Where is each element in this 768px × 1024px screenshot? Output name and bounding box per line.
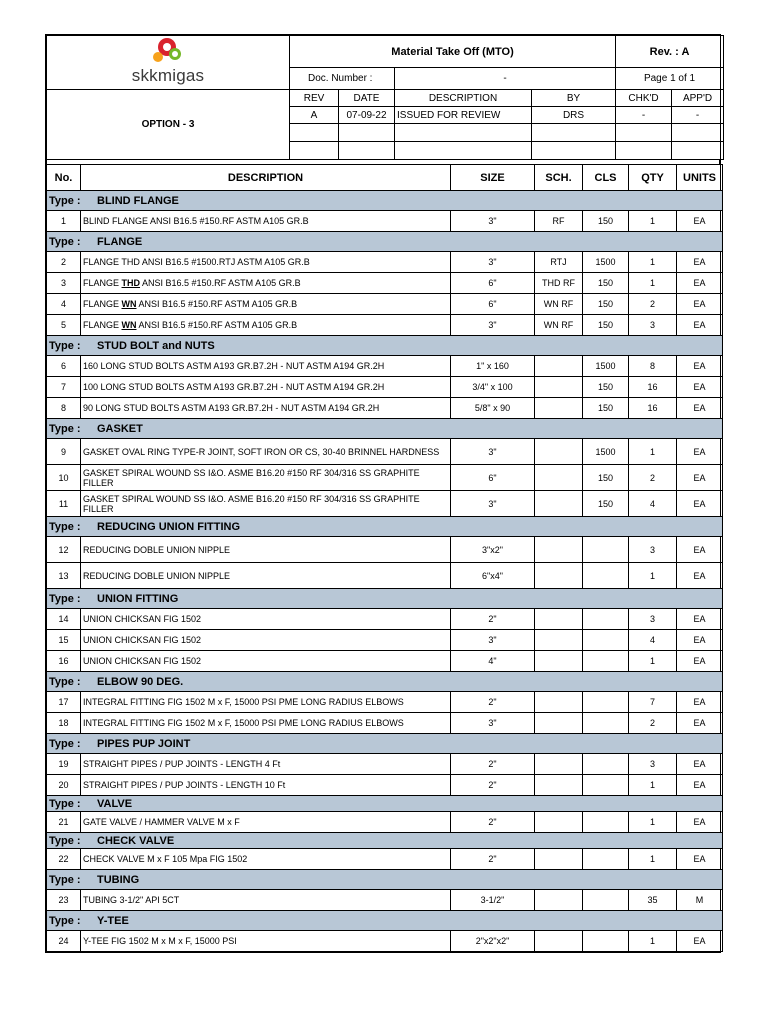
item-number: 16 bbox=[47, 651, 81, 672]
item-quantity: 16 bbox=[629, 377, 677, 398]
rev-cell bbox=[290, 124, 339, 142]
item-units: EA bbox=[677, 812, 723, 833]
item-number: 10 bbox=[47, 465, 81, 491]
logo-text: skkmigas bbox=[131, 66, 205, 85]
type-label: Type : bbox=[49, 520, 81, 533]
desc-part: ANSI B16.5 #150.RF ASTM A105 GR.B bbox=[140, 278, 301, 288]
revision-label: Rev. : A bbox=[616, 36, 724, 68]
item-number: 5 bbox=[47, 315, 81, 336]
rev-col-rev: REV bbox=[290, 90, 339, 107]
table-row bbox=[47, 537, 723, 563]
item-units: EA bbox=[677, 356, 723, 377]
item-size: 6" bbox=[451, 294, 535, 315]
type-name: UNION FITTING bbox=[97, 592, 179, 605]
item-units: EA bbox=[677, 537, 723, 563]
rev-col-chkd: CHK'D bbox=[616, 90, 672, 107]
item-size: 3" bbox=[451, 630, 535, 651]
item-units: EA bbox=[677, 931, 723, 952]
logo-green-ring-icon bbox=[169, 48, 181, 60]
item-description: INTEGRAL FITTING FIG 1502 M x F, 15000 PSI PME LONG RADIUS ELBOWS bbox=[81, 692, 451, 713]
item-quantity: 2 bbox=[629, 713, 677, 734]
rev-cell bbox=[395, 124, 532, 142]
item-description: GATE VALVE / HAMMER VALVE M x F bbox=[81, 812, 451, 833]
item-class: 150 bbox=[583, 377, 629, 398]
item-quantity: 1 bbox=[629, 931, 677, 952]
item-description bbox=[81, 273, 451, 294]
item-class: 1500 bbox=[583, 252, 629, 273]
items-table bbox=[46, 164, 723, 952]
item-schedule bbox=[535, 609, 583, 630]
item-quantity: 7 bbox=[629, 692, 677, 713]
item-quantity: 1 bbox=[629, 439, 677, 465]
item-description: STRAIGHT PIPES / PUP JOINTS - LENGTH 10 Ft bbox=[81, 775, 451, 796]
type-name: BLIND FLANGE bbox=[97, 194, 179, 207]
type-name: VALVE bbox=[97, 797, 133, 810]
item-schedule bbox=[535, 754, 583, 775]
col-header-qty: QTY bbox=[629, 165, 677, 191]
item-schedule bbox=[535, 398, 583, 419]
item-size: 1" x 160 bbox=[451, 356, 535, 377]
rev-cell bbox=[672, 124, 724, 142]
type-group-row bbox=[47, 672, 723, 692]
item-units: EA bbox=[677, 273, 723, 294]
item-size: 2"x2"x2" bbox=[451, 931, 535, 952]
doc-number-label: Doc. Number : bbox=[290, 68, 395, 90]
rev-cell bbox=[532, 124, 616, 142]
item-class bbox=[583, 609, 629, 630]
item-number: 17 bbox=[47, 692, 81, 713]
page-number: Page 1 of 1 bbox=[616, 68, 724, 90]
item-quantity: 4 bbox=[629, 630, 677, 651]
item-size: 3-1/2" bbox=[451, 890, 535, 911]
item-units: EA bbox=[677, 713, 723, 734]
desc-part: ANSI B16.5 #150.RF ASTM A105 GR.B bbox=[136, 299, 298, 309]
item-description: CHECK VALVE M x F 105 Mpa FIG 1502 bbox=[81, 849, 451, 870]
table-row bbox=[47, 651, 723, 672]
table-row bbox=[47, 491, 723, 517]
item-schedule bbox=[535, 931, 583, 952]
type-group-cell bbox=[47, 734, 723, 754]
item-quantity: 2 bbox=[629, 294, 677, 315]
item-size: 3"x2" bbox=[451, 537, 535, 563]
item-schedule bbox=[535, 630, 583, 651]
item-schedule bbox=[535, 812, 583, 833]
item-schedule bbox=[535, 890, 583, 911]
col-header-cls: CLS bbox=[583, 165, 629, 191]
item-quantity: 3 bbox=[629, 537, 677, 563]
rev-cell: ISSUED FOR REVIEW bbox=[395, 107, 532, 124]
item-number: 13 bbox=[47, 563, 81, 589]
item-description: GASKET OVAL RING TYPE-R JOINT, SOFT IRON OR CS, 30-40 BRINNEL HARDNESS bbox=[81, 439, 451, 465]
rev-col-date: DATE bbox=[339, 90, 395, 107]
item-number: 3 bbox=[47, 273, 81, 294]
type-label: Type : bbox=[49, 235, 81, 248]
col-header-description: DESCRIPTION bbox=[81, 165, 451, 191]
desc-part: FLANGE bbox=[83, 299, 122, 309]
table-row bbox=[47, 931, 723, 952]
item-number: 15 bbox=[47, 630, 81, 651]
item-description: UNION CHICKSAN FIG 1502 bbox=[81, 651, 451, 672]
item-number: 21 bbox=[47, 812, 81, 833]
item-class bbox=[583, 890, 629, 911]
col-header-sch: SCH. bbox=[535, 165, 583, 191]
desc-part: FLANGE bbox=[83, 320, 122, 330]
type-label: Type : bbox=[49, 797, 81, 810]
item-units: EA bbox=[677, 754, 723, 775]
desc-underlined: WN bbox=[121, 320, 137, 330]
item-description: 160 LONG STUD BOLTS ASTM A193 GR.B7.2H - NUT ASTM A194 GR.2H bbox=[81, 356, 451, 377]
type-group-row bbox=[47, 734, 723, 754]
item-class bbox=[583, 754, 629, 775]
item-class: 150 bbox=[583, 273, 629, 294]
item-size: 2" bbox=[451, 609, 535, 630]
item-size: 4" bbox=[451, 651, 535, 672]
item-number: 8 bbox=[47, 398, 81, 419]
type-group-cell bbox=[47, 911, 723, 931]
skkmigas-logo bbox=[108, 36, 228, 86]
desc-underlined: WN bbox=[121, 299, 137, 309]
item-class bbox=[583, 849, 629, 870]
item-description: GASKET SPIRAL WOUND SS I&O. ASME B16.20 #150 RF 304/316 SS GRAPHITE FILLER bbox=[81, 465, 451, 491]
desc-part: FLANGE bbox=[83, 278, 122, 288]
item-size: 2" bbox=[451, 849, 535, 870]
item-number: 11 bbox=[47, 491, 81, 517]
item-schedule bbox=[535, 537, 583, 563]
table-row bbox=[47, 563, 723, 589]
type-group-cell bbox=[47, 870, 723, 890]
type-label: Type : bbox=[49, 675, 81, 688]
type-group-cell bbox=[47, 517, 723, 537]
type-group-row bbox=[47, 191, 723, 211]
item-units: EA bbox=[677, 315, 723, 336]
item-units: EA bbox=[677, 651, 723, 672]
item-quantity: 3 bbox=[629, 315, 677, 336]
item-units: EA bbox=[677, 294, 723, 315]
document-title: Material Take Off (MTO) bbox=[290, 36, 616, 68]
item-schedule bbox=[535, 491, 583, 517]
item-quantity: 1 bbox=[629, 775, 677, 796]
item-class: 150 bbox=[583, 398, 629, 419]
item-class: 150 bbox=[583, 315, 629, 336]
rev-cell bbox=[290, 142, 339, 160]
item-number: 24 bbox=[47, 931, 81, 952]
item-schedule: WN RF bbox=[535, 294, 583, 315]
rev-cell bbox=[532, 142, 616, 160]
type-group-row bbox=[47, 796, 723, 812]
item-description: 100 LONG STUD BOLTS ASTM A193 GR.B7.2H - NUT ASTM A194 GR.2H bbox=[81, 377, 451, 398]
item-description: GASKET SPIRAL WOUND SS I&O. ASME B16.20 #150 RF 304/316 SS GRAPHITE FILLER bbox=[81, 491, 451, 517]
rev-cell bbox=[395, 142, 532, 160]
item-quantity: 1 bbox=[629, 812, 677, 833]
item-quantity: 1 bbox=[629, 563, 677, 589]
type-label: Type : bbox=[49, 339, 81, 352]
item-size: 6" bbox=[451, 465, 535, 491]
type-label: Type : bbox=[49, 737, 81, 750]
table-row bbox=[47, 812, 723, 833]
rev-cell bbox=[616, 124, 672, 142]
item-class bbox=[583, 692, 629, 713]
items-body bbox=[47, 165, 723, 952]
item-size: 3" bbox=[451, 439, 535, 465]
item-units: M bbox=[677, 890, 723, 911]
item-number: 23 bbox=[47, 890, 81, 911]
item-schedule: THD RF bbox=[535, 273, 583, 294]
item-schedule bbox=[535, 563, 583, 589]
table-row bbox=[47, 609, 723, 630]
item-number: 22 bbox=[47, 849, 81, 870]
item-class: 150 bbox=[583, 491, 629, 517]
table-row bbox=[47, 775, 723, 796]
item-description: FLANGE THD ANSI B16.5 #1500.RTJ ASTM A105 GR.B bbox=[81, 252, 451, 273]
type-label: Type : bbox=[49, 834, 81, 847]
type-name: FLANGE bbox=[97, 235, 143, 248]
item-schedule bbox=[535, 651, 583, 672]
col-header-no: No. bbox=[47, 165, 81, 191]
col-header-size: SIZE bbox=[451, 165, 535, 191]
rev-col-description: DESCRIPTION bbox=[395, 90, 532, 107]
column-header-row bbox=[47, 165, 723, 191]
item-schedule bbox=[535, 692, 583, 713]
type-name: STUD BOLT and NUTS bbox=[97, 339, 215, 352]
item-quantity: 1 bbox=[629, 651, 677, 672]
item-description: REDUCING DOBLE UNION NIPPLE bbox=[81, 537, 451, 563]
type-group-cell bbox=[47, 191, 723, 211]
item-units: EA bbox=[677, 439, 723, 465]
item-size: 3" bbox=[451, 315, 535, 336]
item-size: 3/4" x 100 bbox=[451, 377, 535, 398]
item-size: 3" bbox=[451, 211, 535, 232]
type-label: Type : bbox=[49, 873, 81, 886]
header-block bbox=[46, 35, 724, 160]
item-description: TUBING 3-1/2" API 5CT bbox=[81, 890, 451, 911]
item-quantity: 1 bbox=[629, 252, 677, 273]
table-row bbox=[47, 315, 723, 336]
item-size: 3" bbox=[451, 491, 535, 517]
item-units: EA bbox=[677, 630, 723, 651]
type-label: Type : bbox=[49, 194, 81, 207]
type-group-row bbox=[47, 833, 723, 849]
item-quantity: 35 bbox=[629, 890, 677, 911]
rev-cell bbox=[339, 142, 395, 160]
type-label: Type : bbox=[49, 592, 81, 605]
rev-cell bbox=[616, 142, 672, 160]
item-units: EA bbox=[677, 775, 723, 796]
type-group-row bbox=[47, 870, 723, 890]
item-units: EA bbox=[677, 211, 723, 232]
type-label: Type : bbox=[49, 422, 81, 435]
table-row bbox=[47, 754, 723, 775]
item-class: 1500 bbox=[583, 439, 629, 465]
item-class bbox=[583, 812, 629, 833]
item-units: EA bbox=[677, 609, 723, 630]
item-schedule bbox=[535, 356, 583, 377]
item-schedule bbox=[535, 775, 583, 796]
table-row bbox=[47, 692, 723, 713]
type-label: Type : bbox=[49, 914, 81, 927]
logo-cell bbox=[47, 36, 290, 90]
type-group-row bbox=[47, 589, 723, 609]
item-quantity: 8 bbox=[629, 356, 677, 377]
item-number: 7 bbox=[47, 377, 81, 398]
item-schedule bbox=[535, 439, 583, 465]
item-number: 6 bbox=[47, 356, 81, 377]
item-schedule bbox=[535, 377, 583, 398]
item-class bbox=[583, 775, 629, 796]
type-group-row bbox=[47, 419, 723, 439]
type-name: CHECK VALVE bbox=[97, 834, 175, 847]
type-name: Y-TEE bbox=[97, 914, 129, 927]
item-quantity: 2 bbox=[629, 465, 677, 491]
item-schedule bbox=[535, 849, 583, 870]
item-class bbox=[583, 713, 629, 734]
item-quantity: 4 bbox=[629, 491, 677, 517]
type-group-cell bbox=[47, 336, 723, 356]
rev-cell: 07-09-22 bbox=[339, 107, 395, 124]
item-units: EA bbox=[677, 465, 723, 491]
type-name: PIPES PUP JOINT bbox=[97, 737, 191, 750]
desc-underlined: THD bbox=[121, 278, 141, 288]
rev-col-appd: APP'D bbox=[672, 90, 724, 107]
item-size: 2" bbox=[451, 754, 535, 775]
item-number: 20 bbox=[47, 775, 81, 796]
type-group-cell bbox=[47, 589, 723, 609]
item-size: 2" bbox=[451, 812, 535, 833]
item-size: 5/8" x 90 bbox=[451, 398, 535, 419]
item-quantity: 1 bbox=[629, 273, 677, 294]
table-row bbox=[47, 439, 723, 465]
item-description: INTEGRAL FITTING FIG 1502 M x F, 15000 PSI PME LONG RADIUS ELBOWS bbox=[81, 713, 451, 734]
item-number: 19 bbox=[47, 754, 81, 775]
item-class: 150 bbox=[583, 211, 629, 232]
logo-orange-dot-icon bbox=[153, 52, 163, 62]
item-units: EA bbox=[677, 252, 723, 273]
type-name: REDUCING UNION FITTING bbox=[97, 520, 240, 533]
item-description: REDUCING DOBLE UNION NIPPLE bbox=[81, 563, 451, 589]
type-group-row bbox=[47, 517, 723, 537]
item-units: EA bbox=[677, 491, 723, 517]
item-units: EA bbox=[677, 849, 723, 870]
table-row bbox=[47, 356, 723, 377]
item-units: EA bbox=[677, 398, 723, 419]
item-class: 150 bbox=[583, 465, 629, 491]
table-row bbox=[47, 713, 723, 734]
type-group-row bbox=[47, 911, 723, 931]
item-number: 4 bbox=[47, 294, 81, 315]
rev-cell: - bbox=[672, 107, 724, 124]
item-number: 1 bbox=[47, 211, 81, 232]
item-number: 12 bbox=[47, 537, 81, 563]
type-name: TUBING bbox=[97, 873, 140, 886]
item-quantity: 1 bbox=[629, 211, 677, 232]
item-class bbox=[583, 630, 629, 651]
col-header-units: UNITS bbox=[677, 165, 723, 191]
type-group-cell bbox=[47, 672, 723, 692]
rev-cell: - bbox=[616, 107, 672, 124]
table-row bbox=[47, 465, 723, 491]
item-number: 14 bbox=[47, 609, 81, 630]
item-class bbox=[583, 537, 629, 563]
rev-col-by: BY bbox=[532, 90, 616, 107]
table-row bbox=[47, 252, 723, 273]
item-schedule: RF bbox=[535, 211, 583, 232]
rev-cell: A bbox=[290, 107, 339, 124]
item-quantity: 16 bbox=[629, 398, 677, 419]
table-row bbox=[47, 890, 723, 911]
item-size: 6" bbox=[451, 273, 535, 294]
item-description bbox=[81, 294, 451, 315]
type-group-row bbox=[47, 232, 723, 252]
type-group-row bbox=[47, 336, 723, 356]
item-units: EA bbox=[677, 377, 723, 398]
type-group-cell bbox=[47, 796, 723, 812]
item-size: 2" bbox=[451, 775, 535, 796]
table-row bbox=[47, 630, 723, 651]
item-description: 90 LONG STUD BOLTS ASTM A193 GR.B7.2H - NUT ASTM A194 GR.2H bbox=[81, 398, 451, 419]
item-class: 150 bbox=[583, 294, 629, 315]
rev-cell bbox=[339, 124, 395, 142]
item-class bbox=[583, 563, 629, 589]
item-units: EA bbox=[677, 563, 723, 589]
item-class: 1500 bbox=[583, 356, 629, 377]
item-quantity: 3 bbox=[629, 609, 677, 630]
table-row bbox=[47, 294, 723, 315]
item-class bbox=[583, 651, 629, 672]
item-description: BLIND FLANGE ANSI B16.5 #150.RF ASTM A105 GR.B bbox=[81, 211, 451, 232]
item-quantity: 1 bbox=[629, 849, 677, 870]
item-schedule: RTJ bbox=[535, 252, 583, 273]
item-number: 9 bbox=[47, 439, 81, 465]
desc-part: ANSI B16.5 #150.RF ASTM A105 GR.B bbox=[136, 320, 298, 330]
option-title: OPTION - 3 bbox=[47, 90, 290, 160]
type-name: GASKET bbox=[97, 422, 143, 435]
item-description: UNION CHICKSAN FIG 1502 bbox=[81, 630, 451, 651]
rev-cell bbox=[672, 142, 724, 160]
type-group-cell bbox=[47, 833, 723, 849]
item-size: 2" bbox=[451, 692, 535, 713]
table-row bbox=[47, 273, 723, 294]
mto-sheet bbox=[45, 34, 721, 953]
item-schedule bbox=[535, 713, 583, 734]
item-description: STRAIGHT PIPES / PUP JOINTS - LENGTH 4 Ft bbox=[81, 754, 451, 775]
type-name: ELBOW 90 DEG. bbox=[97, 675, 184, 688]
item-class bbox=[583, 931, 629, 952]
table-row bbox=[47, 398, 723, 419]
table-row bbox=[47, 211, 723, 232]
item-description: UNION CHICKSAN FIG 1502 bbox=[81, 609, 451, 630]
item-quantity: 3 bbox=[629, 754, 677, 775]
item-size: 3" bbox=[451, 252, 535, 273]
item-number: 18 bbox=[47, 713, 81, 734]
item-schedule: WN RF bbox=[535, 315, 583, 336]
table-row bbox=[47, 849, 723, 870]
item-number: 2 bbox=[47, 252, 81, 273]
item-units: EA bbox=[677, 692, 723, 713]
item-size: 3" bbox=[451, 713, 535, 734]
doc-number-value: - bbox=[395, 68, 616, 90]
type-group-cell bbox=[47, 232, 723, 252]
item-schedule bbox=[535, 465, 583, 491]
rev-cell: DRS bbox=[532, 107, 616, 124]
item-description bbox=[81, 315, 451, 336]
item-description: Y-TEE FIG 1502 M x M x F, 15000 PSI bbox=[81, 931, 451, 952]
table-row bbox=[47, 377, 723, 398]
item-size: 6"x4" bbox=[451, 563, 535, 589]
type-group-cell bbox=[47, 419, 723, 439]
